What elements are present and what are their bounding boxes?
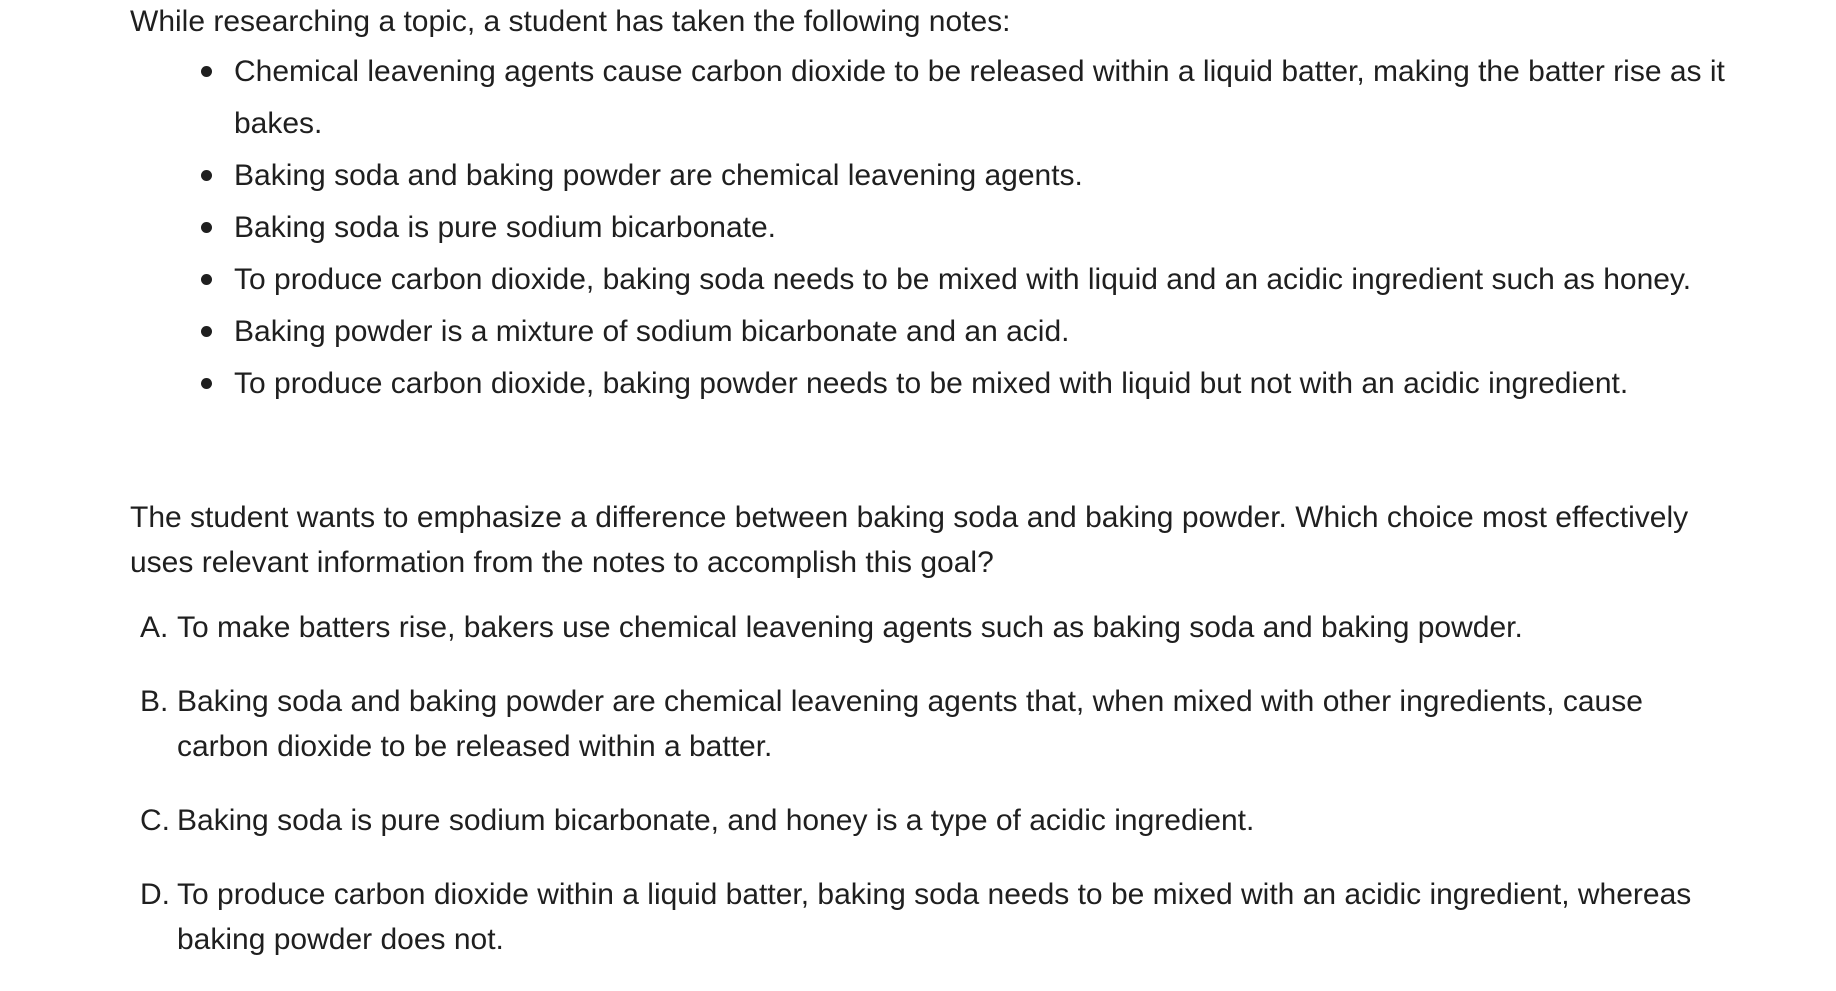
note-text: Baking soda is pure sodium bicarbonate. [234, 211, 776, 244]
note-text: To produce carbon dioxide, baking powder needs to be mixed with liquid but not with an acidic ingredient. [234, 367, 1629, 400]
choice-d[interactable] [130, 872, 1730, 962]
note-item [234, 46, 1734, 150]
choice-text: To produce carbon dioxide within a liquid batter, baking soda needs to be mixed with an acidic ingredient, whereas baking powder does not. [177, 878, 1692, 956]
note-text: To produce carbon dioxide, baking soda needs to be mixed with liquid and an acidic ingredient such as honey. [234, 263, 1692, 296]
choice-text: To make batters rise, bakers use chemical leavening agents such as baking soda and baking powder. [177, 611, 1523, 644]
bullet-icon [201, 274, 212, 285]
bullet-icon [201, 170, 212, 181]
bullet-icon [201, 222, 212, 233]
note-item [234, 150, 1734, 202]
choice-a[interactable] [130, 605, 1730, 650]
bullet-icon [201, 326, 212, 337]
choice-letter: D. [140, 878, 170, 911]
note-item [234, 254, 1734, 306]
bullet-icon [201, 378, 212, 389]
choice-letter: A. [140, 611, 169, 644]
note-text: Baking soda and baking powder are chemical leavening agents. [234, 159, 1083, 192]
answer-choices [130, 605, 1730, 991]
note-item [234, 202, 1734, 254]
choice-letter: B. [140, 685, 169, 718]
bullet-icon [201, 66, 212, 77]
question-prompt: The student wants to emphasize a difference between baking soda and baking powder. Which choice most effectively uses relevant information from the notes to accomplish this goal? [130, 501, 1689, 579]
note-text: Chemical leavening agents cause carbon dioxide to be released within a liquid batter, making the batter rise as it bakes. [234, 55, 1725, 140]
note-item [234, 358, 1734, 410]
choice-c[interactable] [130, 798, 1730, 843]
notes-list [234, 46, 1734, 410]
choice-letter: C. [140, 804, 170, 837]
choice-b[interactable] [130, 679, 1730, 769]
choice-text: Baking soda and baking powder are chemical leavening agents that, when mixed with other ingredients, cause carbon dioxide to be released within a batter. [177, 685, 1643, 763]
intro-text: While researching a topic, a student has taken the following notes: [130, 5, 1011, 38]
note-item [234, 306, 1734, 358]
note-text: Baking powder is a mixture of sodium bicarbonate and an acid. [234, 315, 1070, 348]
choice-text: Baking soda is pure sodium bicarbonate, and honey is a type of acidic ingredient. [177, 804, 1255, 837]
